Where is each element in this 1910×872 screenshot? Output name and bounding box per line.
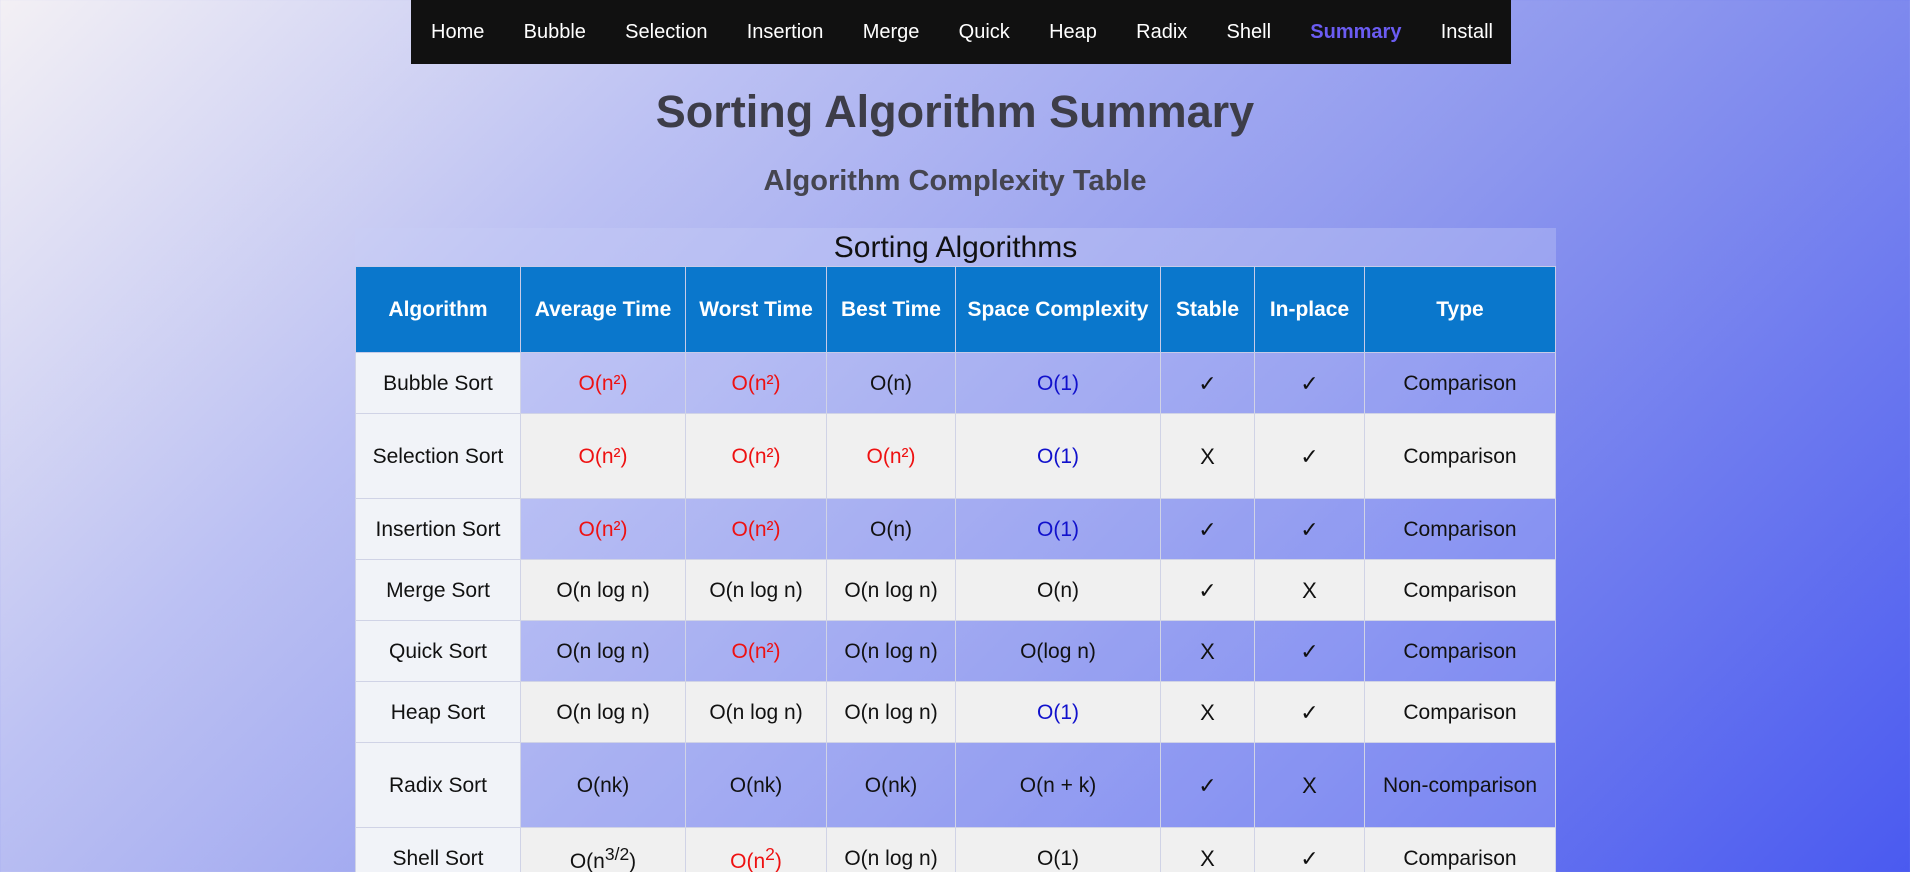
space-complexity-cell: [956, 353, 1161, 414]
worst-time-cell-text: O(n log n): [709, 700, 803, 724]
nav-bubble[interactable]: Bubble: [523, 20, 586, 43]
best-time-cell: [827, 621, 956, 682]
column-header: In-place: [1255, 267, 1365, 353]
best-time-cell-text: O(nk): [864, 773, 918, 797]
type-cell: Non-comparison: [1365, 743, 1556, 828]
table-body: [356, 353, 1556, 872]
stable-mark: ✓: [1161, 353, 1255, 414]
best-time-cell-text: O(n log n): [844, 846, 938, 870]
nav-heap[interactable]: Heap: [1049, 20, 1097, 43]
worst-time-cell-text: O(n: [730, 850, 766, 872]
table-row: [356, 682, 1556, 743]
space-complexity-cell: [956, 414, 1161, 499]
worst-time-cell-exponent: 2: [765, 844, 775, 864]
best-time-cell: [827, 743, 956, 828]
worst-time-cell-tail: ): [774, 850, 782, 872]
worst-time-cell: [686, 682, 827, 743]
average-time-cell: [521, 414, 686, 499]
table-caption: Sorting Algorithms: [355, 228, 1556, 266]
table-row: [356, 499, 1556, 560]
algorithm-cell: Merge Sort: [356, 560, 521, 621]
algorithm-cell: Bubble Sort: [356, 353, 521, 414]
space-complexity-cell: [956, 560, 1161, 621]
average-time-cell-text: O(n²): [578, 371, 628, 395]
nav-summary[interactable]: Summary: [1310, 20, 1402, 43]
best-time-cell-text: O(n log n): [844, 700, 938, 724]
column-header: Best Time: [827, 267, 956, 353]
average-time-cell: [521, 743, 686, 828]
column-header: Type: [1365, 267, 1556, 353]
worst-time-cell: [686, 499, 827, 560]
stable-mark: X: [1161, 414, 1255, 499]
table-row: [356, 414, 1556, 499]
best-time-cell: [827, 682, 956, 743]
in-place-mark: ✓: [1255, 414, 1365, 499]
stable-mark: ✓: [1161, 560, 1255, 621]
average-time-cell: [521, 499, 686, 560]
average-time-cell: [521, 828, 686, 872]
in-place-mark: X: [1255, 560, 1365, 621]
in-place-mark: ✓: [1255, 353, 1365, 414]
stable-mark: ✓: [1161, 499, 1255, 560]
nav-insertion[interactable]: Insertion: [746, 20, 824, 43]
average-time-cell-text: O(n: [569, 850, 605, 872]
best-time-cell: [827, 353, 956, 414]
space-complexity-cell: [956, 828, 1161, 872]
nav-selection[interactable]: Selection: [625, 20, 708, 43]
type-cell: Comparison: [1365, 621, 1556, 682]
space-complexity-cell-text: O(1): [1037, 371, 1079, 395]
stable-mark: X: [1161, 621, 1255, 682]
type-cell: Comparison: [1365, 499, 1556, 560]
space-complexity-cell: [956, 499, 1161, 560]
in-place-mark: ✓: [1255, 682, 1365, 743]
type-cell: Comparison: [1365, 353, 1556, 414]
space-complexity-cell: [956, 743, 1161, 828]
space-complexity-cell-text: O(1): [1037, 700, 1079, 724]
table-section-title: Algorithm Complexity Table: [763, 165, 1147, 197]
column-header: Stable: [1161, 267, 1255, 353]
worst-time-cell: [686, 560, 827, 621]
worst-time-cell-text: O(n²): [731, 639, 781, 663]
average-time-cell-text: O(n log n): [556, 700, 650, 724]
space-complexity-cell-text: O(log n): [1020, 639, 1096, 663]
type-cell: Comparison: [1365, 828, 1556, 872]
average-time-cell: [521, 560, 686, 621]
type-cell: Comparison: [1365, 682, 1556, 743]
space-complexity-cell-text: O(1): [1037, 517, 1079, 541]
nav-install[interactable]: Install: [1440, 20, 1493, 43]
column-header: Average Time: [521, 267, 686, 353]
algorithm-cell: Insertion Sort: [356, 499, 521, 560]
type-cell: Comparison: [1365, 560, 1556, 621]
stable-mark: X: [1161, 828, 1255, 872]
average-time-cell: [521, 621, 686, 682]
best-time-cell-text: O(n): [870, 371, 912, 395]
top-nav: [411, 0, 1511, 64]
in-place-mark: ✓: [1255, 828, 1365, 872]
algorithm-cell: Selection Sort: [356, 414, 521, 499]
algorithm-cell: Quick Sort: [356, 621, 521, 682]
worst-time-cell: [686, 828, 827, 872]
average-time-cell-text: O(n log n): [556, 639, 650, 663]
worst-time-cell-text: O(n²): [731, 517, 781, 541]
best-time-cell: [827, 560, 956, 621]
space-complexity-cell-text: O(1): [1037, 846, 1079, 870]
worst-time-cell-text: O(nk): [729, 773, 783, 797]
in-place-mark: ✓: [1255, 621, 1365, 682]
average-time-cell: [521, 682, 686, 743]
space-complexity-cell: [956, 682, 1161, 743]
stable-mark: ✓: [1161, 743, 1255, 828]
algorithm-cell: Shell Sort: [356, 828, 521, 872]
best-time-cell-text: O(n log n): [844, 578, 938, 602]
average-time-cell: [521, 353, 686, 414]
worst-time-cell: [686, 621, 827, 682]
space-complexity-cell-text: O(n + k): [1019, 773, 1097, 797]
best-time-cell: [827, 414, 956, 499]
space-complexity-cell-text: O(1): [1037, 444, 1079, 468]
average-time-cell-tail: ): [629, 850, 637, 872]
in-place-mark: ✓: [1255, 499, 1365, 560]
in-place-mark: X: [1255, 743, 1365, 828]
table-row: [356, 353, 1556, 414]
nav-merge[interactable]: Merge: [862, 20, 920, 43]
average-time-cell-exponent: 3/2: [604, 844, 630, 864]
best-time-cell-text: O(n): [870, 517, 912, 541]
average-time-cell-text: O(n log n): [556, 578, 650, 602]
type-cell: Comparison: [1365, 414, 1556, 499]
worst-time-cell-text: O(n log n): [709, 578, 803, 602]
table-row: [356, 560, 1556, 621]
worst-time-cell-text: O(n²): [731, 371, 781, 395]
algorithm-cell: Radix Sort: [356, 743, 521, 828]
best-time-cell: [827, 828, 956, 872]
worst-time-cell: [686, 414, 827, 499]
complexity-table-wrapper: [355, 228, 1555, 872]
best-time-cell-text: O(n log n): [844, 639, 938, 663]
worst-time-cell: [686, 743, 827, 828]
average-time-cell-text: O(nk): [576, 773, 630, 797]
complexity-table: [355, 228, 1556, 872]
average-time-cell-text: O(n²): [578, 517, 628, 541]
table-row: [356, 743, 1556, 828]
worst-time-cell-text: O(n²): [731, 444, 781, 468]
nav-home[interactable]: Home: [431, 20, 485, 43]
space-complexity-cell: [956, 621, 1161, 682]
stable-mark: X: [1161, 682, 1255, 743]
column-header: Worst Time: [686, 267, 827, 353]
best-time-cell: [827, 499, 956, 560]
column-header: Space Complexity: [956, 267, 1161, 353]
best-time-cell-text: O(n²): [866, 444, 916, 468]
nav-radix[interactable]: Radix: [1136, 20, 1188, 43]
worst-time-cell: [686, 353, 827, 414]
nav-quick[interactable]: Quick: [958, 20, 1010, 43]
column-header: Algorithm: [356, 267, 521, 353]
nav-shell[interactable]: Shell: [1226, 20, 1272, 43]
table-header-row: [356, 267, 1556, 353]
page-title: Sorting Algorithm Summary: [655, 86, 1255, 137]
average-time-cell-text: O(n²): [578, 444, 628, 468]
algorithm-cell: Heap Sort: [356, 682, 521, 743]
table-row: [356, 621, 1556, 682]
space-complexity-cell-text: O(n): [1037, 578, 1079, 602]
table-row: [356, 828, 1556, 872]
